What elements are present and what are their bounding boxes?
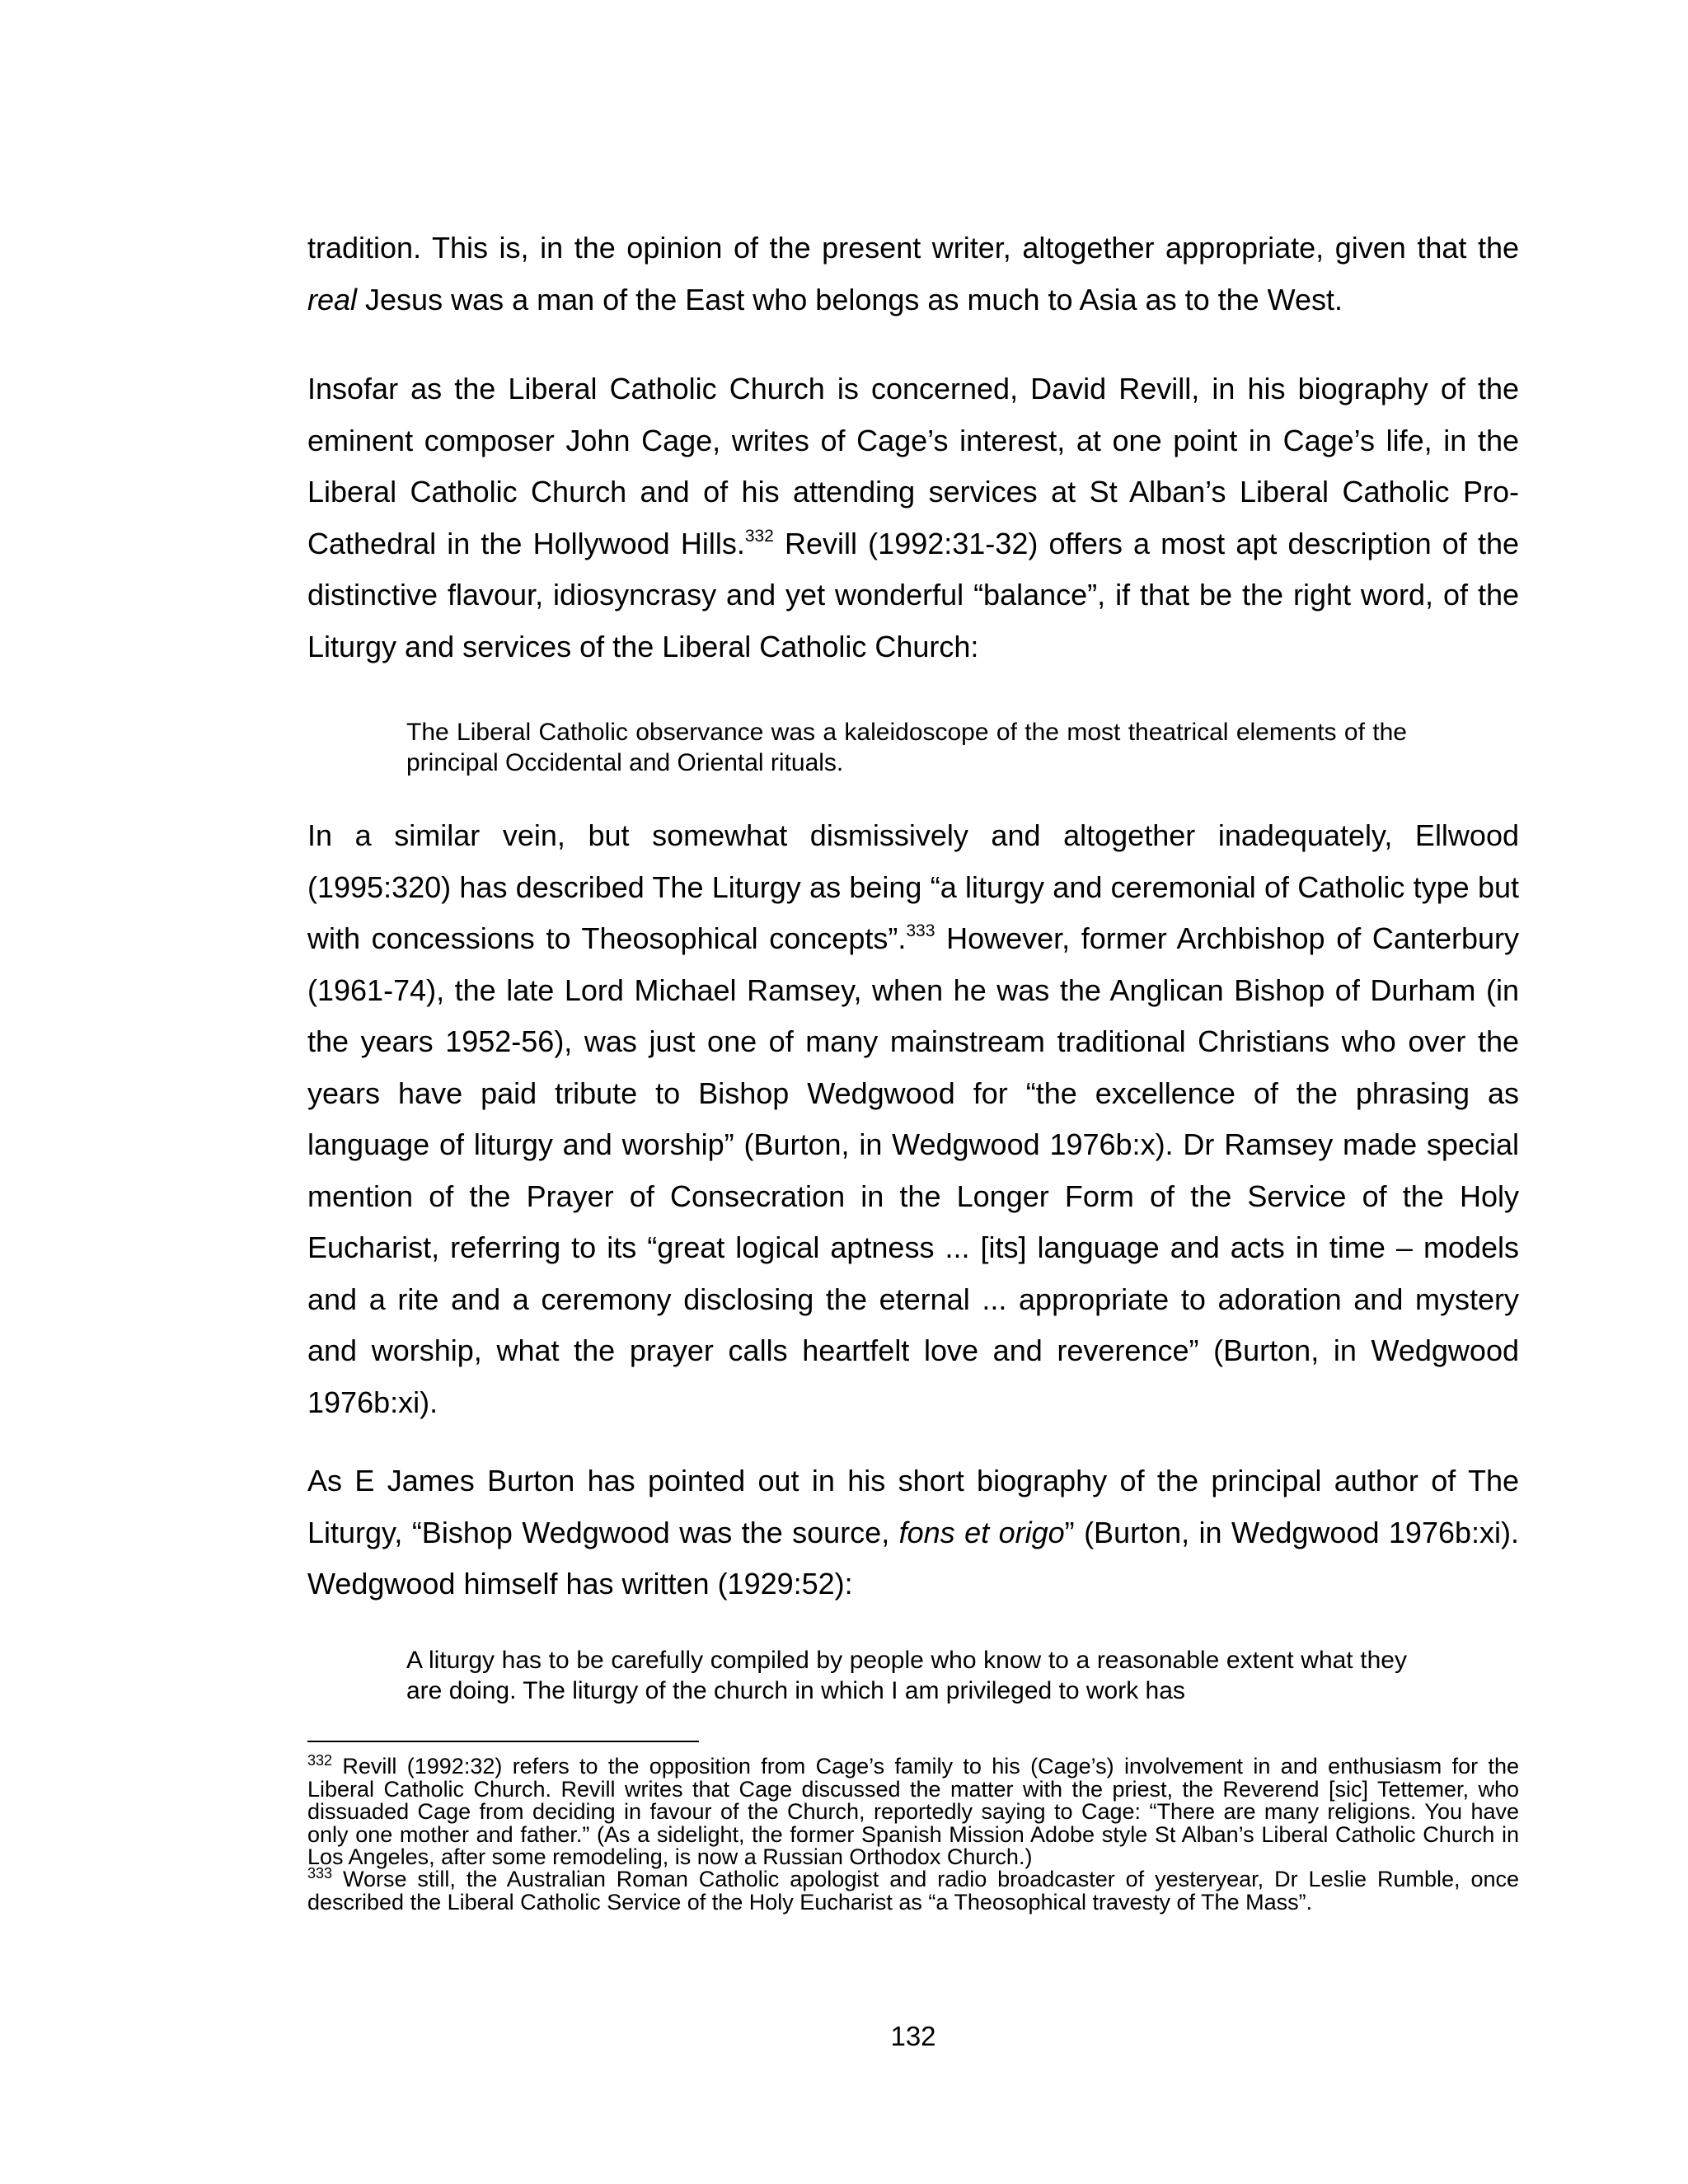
emphasis-real: real [307,282,358,316]
emphasis-fons-et-origo: fons et origo [898,1515,1065,1549]
paragraph-liberal-catholic [307,363,1519,673]
paragraph-text: Insofar as the Liberal Catholic Church is concerned, David Revill, in his biography of the eminent composer John Cage, writes of Cage’s interest, at one point in Cage’s life, in the Liberal Catholic Church and of his attending services at St Alban’s Liberal Catholic Pro-Cathedral in the Hollywood Hills. [307,372,1519,560]
paragraph-tradition [307,223,1519,326]
block-quote-wedgwood: A liturgy has to be carefully compiled by people who know to a reasonable extent what they are doing. The liturgy of the church in which I am privileged to work has [406,1647,1407,1704]
footnote-333 [307,1865,1519,1915]
footnote-ref-333[interactable]: 333 [906,921,935,940]
footnote-separator [307,1741,699,1742]
block-quote-revill: The Liberal Catholic observance was a kaleidoscope of the most theatrical elements of the principal Occidental and Oriental rituals. [406,719,1407,776]
footnote-text: Worse still, the Australian Roman Catholic apologist and radio broadcaster of yesteryear, Dr Leslie Rumble, once described the Liberal Catholic Service of the Holy Eucharist as “a Theosophical travesty of The Mass”. [307,1867,1519,1915]
paragraph-text: Jesus was a man of the East who belongs as much to Asia as to the West. [357,282,1343,316]
paragraph-text: ” (Burton, in Wedgwood 1976b:xi). Wedgwood himself has written (1929:52): [307,1515,1520,1601]
paragraph-ellwood [307,810,1519,1428]
footnote-number: 333 [307,1865,333,1882]
paragraph-text: tradition. This is, in the opinion of the present writer, altogether appropriate, given that the [307,231,1519,265]
footnote-number: 332 [307,1752,333,1769]
footnote-332 [307,1752,1519,1869]
page-number: 132 [890,2021,936,2051]
footnote-ref-332[interactable]: 332 [744,526,774,546]
footnote-text: Revill (1992:32) refers to the opposition from Cage’s family to his (Cage’s) involvement in and enthusiasm for the Liberal Catholic Church. Revill writes that Cage discussed the matter with the priest, the Reverend [sic] Tettemer, who dissuaded Cage from deciding in favour of the Church, reportedly saying to Cage: “There are many religions. You have only one mother and father.” (As a sidelight, the former Spanish Mission Adobe style St Alban’s Liberal Catholic Church in Los Angeles, after some remodeling, is now a Russian Orthodox Church.) [307,1754,1519,1869]
paragraph-burton [307,1455,1519,1610]
paragraph-text: Revill (1992:31-32) offers a most apt description of the distinctive flavour, idiosyncrasy and yet wonderful “balance”, if that be the right word, of the Liturgy and services of the Liberal Catholic Church: [307,526,1519,663]
paragraph-text: As E James Burton has pointed out in his short biography of the principal author of The Liturgy, “Bishop Wedgwood was the source, [307,1464,1519,1549]
paragraph-text: However, former Archbishop of Canterbury (1961-74), the late Lord Michael Ramsey, when he was the Anglican Bishop of Durham (in the years 1952-56), was just one of many mainstream traditional Christians who over the years have paid tribute to Bishop Wedgwood for “the excellence of the phrasing as language of liturgy and worship” (Burton, in Wedgwood 1976b:x). Dr Ramsey made special mention of the Prayer of Consecration in the Longer Form of the Service of the Holy Eucharist, referring to its “great logical aptness ... [its] language and acts in time – models and a rite and a ceremony disclosing the eternal ... appropriate to adoration and mystery and worship, what the prayer calls heartfelt love and reverence” (Burton, in Wedgwood 1976b:xi). [307,921,1519,1419]
paragraph-text: In a similar vein, but somewhat dismissively and altogether inadequately, Ellwood (1995:320) has described The Liturgy as being “a liturgy and ceremonial of Catholic type but with concessions to Theosophical concepts”. [307,818,1519,955]
